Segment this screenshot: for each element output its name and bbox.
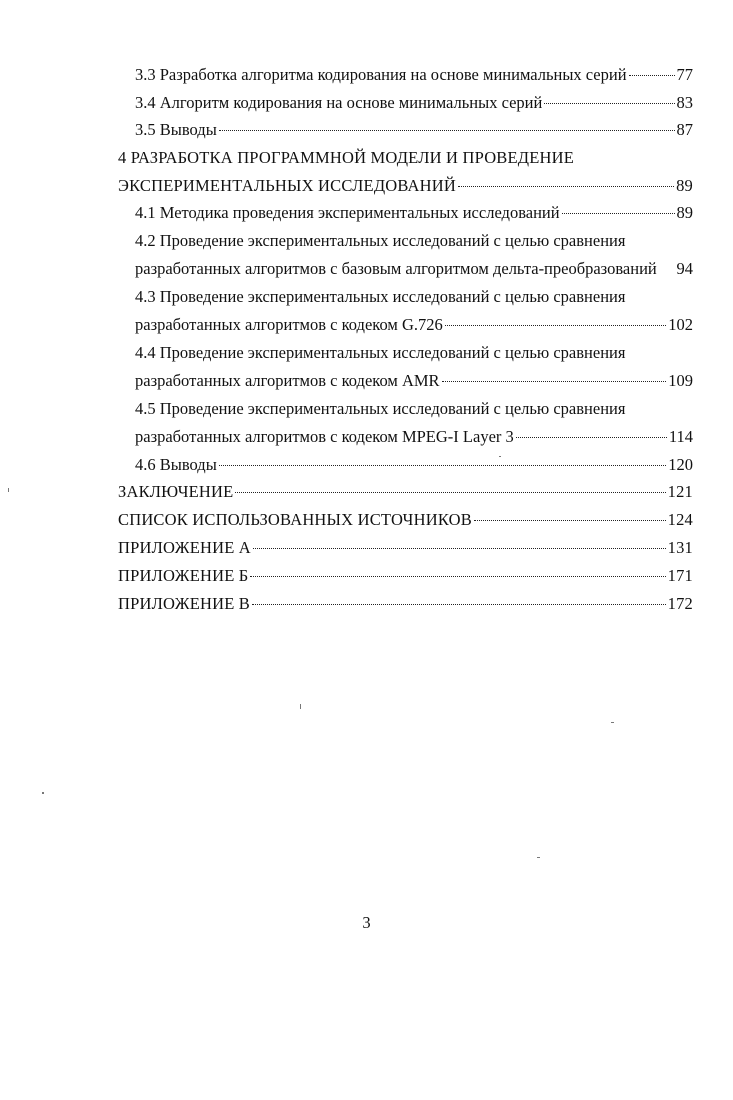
- toc-entry-page: 89: [676, 203, 693, 222]
- toc-dot-leader: [250, 576, 665, 577]
- toc-chapter-title-line1: 4 РАЗРАБОТКА ПРОГРАММНОЙ МОДЕЛИ И ПРОВЕДЕНИЕ: [118, 148, 575, 167]
- toc-dot-leader: [562, 213, 675, 214]
- toc-entry-4-6: [135, 452, 693, 478]
- toc-entry-page: 172: [667, 594, 693, 613]
- toc-entry-page: 114: [668, 427, 693, 446]
- toc-entry-page: 131: [667, 538, 693, 557]
- toc-entry-label: 3.4 Алгоритм кодирования на основе минимальных серий: [135, 93, 543, 112]
- scan-speck: [611, 722, 614, 723]
- toc-dot-leader: [235, 492, 665, 493]
- toc-entry-label: ПРИЛОЖЕНИЕ А: [118, 538, 251, 557]
- toc-entry-label: разработанных алгоритмов с кодеком AMR: [135, 371, 440, 390]
- toc-entry-4-4: [135, 368, 693, 394]
- toc-entry-3-3: [135, 62, 693, 88]
- toc-entry-page: 87: [676, 120, 693, 139]
- toc-entry-label-line1: 4.3 Проведение экспериментальных исследований с целью сравнения: [135, 287, 626, 306]
- toc-entry-4-1: [135, 200, 693, 226]
- toc-references: [118, 507, 693, 533]
- toc-conclusion: [118, 479, 693, 505]
- toc-entry-label: 4.1 Методика проведения экспериментальных исследований: [135, 203, 560, 222]
- toc-entry-label: ПРИЛОЖЕНИЕ В: [118, 594, 251, 613]
- toc-entry-label-line1: 4.5 Проведение экспериментальных исследований с целью сравнения: [135, 399, 626, 418]
- scan-speck: [499, 456, 501, 457]
- toc-entry-label-line1: 4.2 Проведение экспериментальных исследований с целью сравнения: [135, 231, 626, 250]
- toc-entry-4-5-line1: [135, 396, 693, 422]
- toc-entry-label: 4.6 Выводы: [135, 455, 217, 474]
- toc-dot-leader: [458, 186, 674, 187]
- toc-chapter-4-line1: [118, 145, 693, 171]
- toc-entry-label: разработанных алгоритмов с кодеком MPEG-I Layer 3: [135, 427, 514, 446]
- scan-speck: [8, 488, 9, 492]
- toc-entry-page: 94: [676, 259, 693, 278]
- toc-entry-4-2-line1: [135, 228, 693, 254]
- toc-entry-page: 77: [676, 65, 693, 84]
- toc-entry-label: СПИСОК ИСПОЛЬЗОВАННЫХ ИСТОЧНИКОВ: [118, 510, 472, 529]
- toc-entry-label: ЗАКЛЮЧЕНИЕ: [118, 482, 234, 501]
- toc-dot-leader: [442, 381, 667, 382]
- toc-entry-label: ЭКСПЕРИМЕНТАЛЬНЫХ ИССЛЕДОВАНИЙ: [118, 176, 457, 195]
- toc-entry-page: 89: [676, 176, 693, 195]
- scan-speck: [300, 704, 301, 709]
- toc-appendix-a: [118, 535, 693, 561]
- toc-entry-page: 83: [676, 93, 693, 112]
- toc-entry-page: 171: [667, 566, 693, 585]
- toc-entry-page: 109: [668, 371, 693, 390]
- toc-dot-leader: [516, 437, 667, 438]
- toc-entry-page: 102: [668, 315, 693, 334]
- toc-appendix-v: [118, 591, 693, 617]
- toc-dot-leader: [219, 130, 675, 131]
- toc-appendix-b: [118, 563, 693, 589]
- scan-speck: [42, 792, 44, 794]
- toc-entry-4-5: [135, 424, 693, 450]
- toc-dot-leader: [544, 103, 674, 104]
- toc-entry-3-4: [135, 90, 693, 116]
- toc-dot-leader: [629, 75, 675, 76]
- toc-entry-label: 3.3 Разработка алгоритма кодирования на основе минимальных серий: [135, 65, 627, 84]
- toc-entry-label-line1: 4.4 Проведение экспериментальных исследований с целью сравнения: [135, 343, 626, 362]
- toc-dot-leader: [445, 325, 667, 326]
- toc-entry-page: 124: [667, 510, 693, 529]
- toc-entry-3-5: [135, 117, 693, 143]
- page-number: 3: [362, 913, 371, 932]
- toc-dot-leader: [252, 604, 666, 605]
- toc-dot-leader: [219, 465, 666, 466]
- toc-chapter-4: [118, 173, 693, 199]
- toc-entry-4-3-line1: [135, 284, 693, 310]
- toc-dot-leader: [253, 548, 666, 549]
- toc-entry-4-4-line1: [135, 340, 693, 366]
- scan-speck: [537, 857, 540, 858]
- toc-entry-4-3: [135, 312, 693, 338]
- toc-entry-label: ПРИЛОЖЕНИЕ Б: [118, 566, 249, 585]
- toc-dot-leader: [474, 520, 666, 521]
- toc-entry-page: 121: [667, 482, 693, 501]
- toc-entry-label: разработанных алгоритмов с кодеком G.726: [135, 315, 443, 334]
- toc-entry-label: 3.5 Выводы: [135, 120, 217, 139]
- toc-entry-4-2: [135, 256, 693, 282]
- toc-entry-label: разработанных алгоритмов с базовым алгоритмом дельта-преобразований: [135, 259, 657, 278]
- toc-entry-page: 120: [668, 455, 693, 474]
